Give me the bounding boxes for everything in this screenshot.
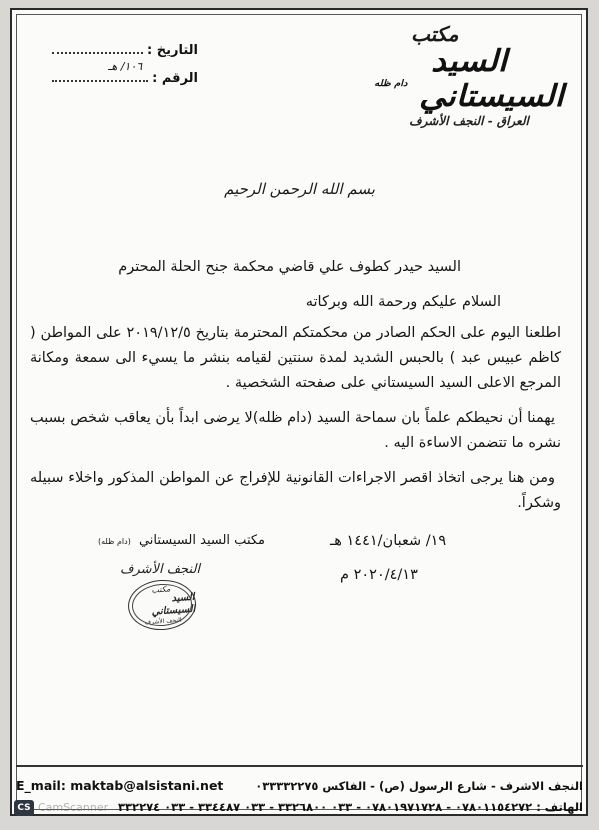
footer	[16, 778, 583, 822]
email-label: E_mail:	[16, 778, 66, 793]
greeting-line: السلام عليكم ورحمة الله وبركاته	[305, 294, 501, 310]
number-label: الرقم :	[152, 71, 198, 86]
footer-divider	[16, 765, 583, 767]
number-row	[48, 60, 198, 98]
number-field	[52, 60, 148, 82]
stamp-sub-text: النجف الأشرف	[144, 616, 182, 626]
signature-honorific: (دام ظله)	[98, 537, 131, 546]
basmala: بسم الله الرحمن الرحيم	[224, 180, 375, 198]
gregorian-date: ٢٠٢٠/٤/١٣ م	[340, 567, 418, 583]
signature-office-name: مكتب السيد السيستاني	[138, 533, 266, 548]
letter-body	[30, 252, 561, 516]
logo-top-text: مكتب	[411, 22, 459, 46]
footer-email	[16, 778, 223, 793]
logo-honorific: دام ظله	[374, 79, 408, 89]
date-label: التاريخ :	[147, 43, 198, 58]
footer-phones: الهاتف : ٠٧٨٠١١٥٤٢٧٢ - ٠٧٨٠١٩٧١٧٢٨ - ٠٣٣ ٣٣٢٦٨٠٠ - ٠٣٣ ٣٣٤٤٨٧ - ٠٣٣ ٣٣٢٢٧٤	[118, 800, 583, 814]
date-field	[52, 42, 143, 54]
paragraph-3: ومن هنا يرجى اتخاذ اقصر الاجراءات القانونية للإفراج عن المواطن المذكور واخلاء سبيله وشكراً.	[30, 470, 561, 511]
stamp-top-text: مكتب	[151, 583, 171, 595]
reference-block	[48, 42, 198, 98]
recipient-line: السيد حيدر كطوف علي قاضي محكمة جنح الحلة المحترم	[118, 259, 461, 275]
hijri-date: ١٩/ شعبان/١٤٤١ هـ	[330, 533, 447, 549]
signature-city: النجف الأشرف	[120, 562, 201, 577]
logo-name: السيد السيستاني	[418, 44, 564, 114]
paragraph-1: اطلعنا اليوم على الحكم الصادر من محكمتكم المحترمة بتاريخ ٢٠١٩/١٢/٥ على المواطن ( كاظم عبيس عبد ) بالحبس الشديد لمدة سنتين لقيامه بنشر ما يسيء الى سمعة ومكانة المرجع الاعلى السيد السيستاني على صفحته الشخصية .	[30, 325, 561, 391]
number-value: ١٠٦/ هـ	[108, 60, 143, 73]
paragraph-2: يهمنا أن نحيطكم علماً بان سماحة السيد (دام ظله)لا يرضى ابداً بأن يعاقب شخص بسبب نشره ما تتضمن الاساءة اليه .	[30, 410, 561, 451]
camscanner-badge: CS	[14, 800, 34, 816]
stamp-main-text: السيد السيستاني	[151, 591, 196, 618]
footer-address: النجف الاشرف - شارع الرسول (ص) - الفاكس ٠٣٣٣٣٢٢٧٥	[255, 779, 583, 793]
camscanner-watermark: CamScanner	[38, 801, 109, 814]
logo-main-text	[359, 44, 579, 114]
footer-row-1	[16, 778, 583, 800]
signature-office	[98, 533, 265, 548]
email-address: maktab@alsistani.net	[70, 778, 224, 793]
stamp-inner-ring	[131, 582, 194, 628]
logo-location: العراق - النجف الأشرف	[409, 114, 529, 128]
office-logo	[369, 22, 569, 128]
